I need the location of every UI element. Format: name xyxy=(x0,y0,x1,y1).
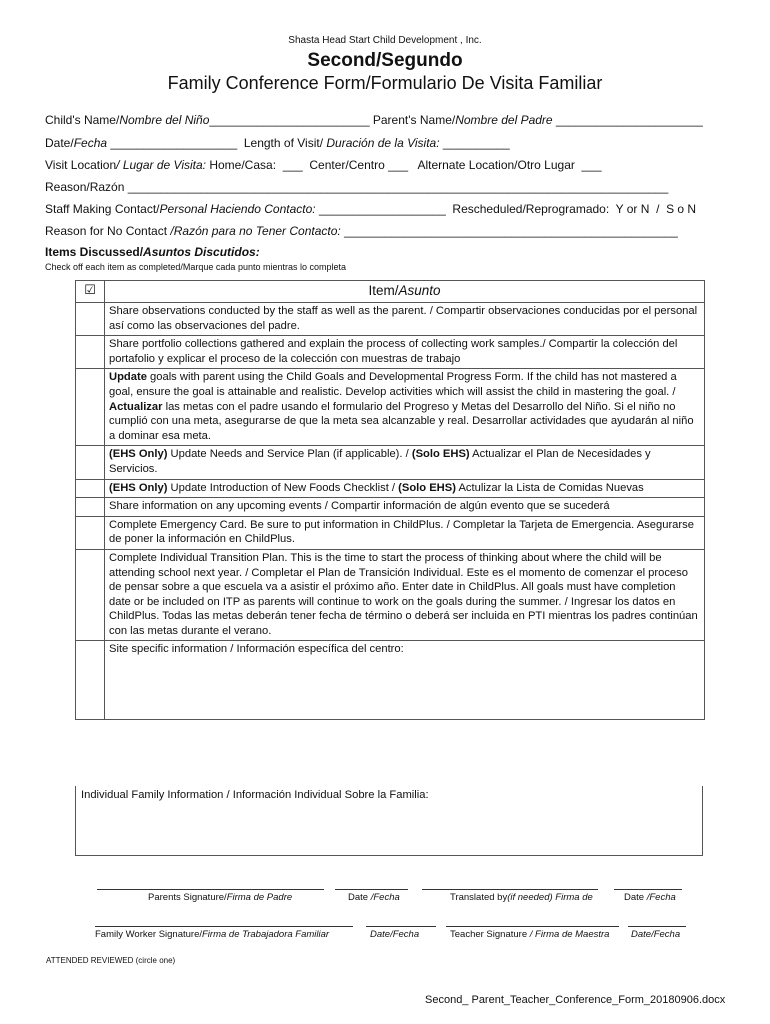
item-column-header: Item/Asunto xyxy=(105,281,705,303)
table-row xyxy=(76,369,705,446)
item-checkbox[interactable] xyxy=(76,641,105,720)
translator-signature-line[interactable] xyxy=(422,889,598,890)
teacher-date-line[interactable] xyxy=(628,926,686,927)
teacher-date-label: Date/Fecha xyxy=(631,929,681,940)
table-row xyxy=(76,336,705,369)
date-label: Date/ xyxy=(45,136,74,150)
item-text: Share information on any upcoming events / Compartir información de algún evento que se sucederá xyxy=(105,498,705,517)
length-label: Length of Visit/ xyxy=(237,136,324,150)
child-parent-name-line xyxy=(45,113,703,127)
item-checkbox[interactable] xyxy=(76,369,105,446)
parent-date-label: Date /Fecha xyxy=(348,892,400,903)
no-contact-label: Reason for No Contact xyxy=(45,224,171,238)
table-row xyxy=(76,446,705,479)
org-name: Shasta Head Start Child Development , Inc. xyxy=(288,35,482,46)
form-title: Second/Segundo xyxy=(307,50,463,71)
child-name-label-es: Nombre del Niño xyxy=(119,113,210,127)
staff-label-es: Personal Haciendo Contacto: xyxy=(159,202,316,216)
item-checkbox[interactable] xyxy=(76,498,105,517)
item-checkbox[interactable] xyxy=(76,446,105,479)
item-text: Update goals with parent using the Child Goals and Developmental Progress Form. If the child has not mastered a goal, ensure the goal is attainable and realistic. Develop activities which will assist the child in mastering the goal. / Actualizar las metas con el padre usando el formulario del Progreso y Metas del Desarrollo del Niño. Si el niño no cumplió con una meta, asegurarse de que la meta sea alcanzable y real. Desarrollar actividades que ayudarán al niño a dominar esa meta. xyxy=(105,369,705,446)
length-blank[interactable]: __________ xyxy=(439,136,510,150)
parent-signature-line[interactable] xyxy=(97,889,324,890)
staff-label: Staff Making Contact/ xyxy=(45,202,160,216)
staff-contact-line xyxy=(45,202,696,216)
item-text[interactable]: Site specific information / Información específica del centro: xyxy=(105,641,705,720)
form-subtitle: Family Conference Form/Formulario De Visita Familiar xyxy=(167,73,603,93)
item-checkbox[interactable] xyxy=(76,549,105,641)
family-info-box[interactable] xyxy=(75,786,703,856)
family-worker-date-label: Date/Fecha xyxy=(370,929,420,940)
item-text: Share portfolio collections gathered and explain the process of collecting work samples./ Compartir la colección del portafolio y explicar el proceso de la colección con muestras de trabajo xyxy=(105,336,705,369)
footer-filename: Second_ Parent_Teacher_Conference_Form_20180906.docx xyxy=(425,994,726,1006)
no-contact-label-es: /Razón para no Tener Contacto: xyxy=(170,224,341,238)
translator-date-label: Date /Fecha xyxy=(624,892,676,903)
family-worker-signature-label: Family Worker Signature/Firma de Trabajadora Familiar xyxy=(95,929,330,940)
item-checkbox[interactable] xyxy=(76,336,105,369)
item-text: Share observations conducted by the staff as well as the parent. / Compartir observaciones conducidas por el personal así como las observaciones del padre. xyxy=(105,303,705,336)
attended-reviewed-option[interactable]: ATTENDED REVIEWED (circle one) xyxy=(46,956,176,965)
table-row xyxy=(76,516,705,549)
location-label: Visit Location xyxy=(45,158,117,172)
item-text: Complete Individual Transition Plan. This is the time to start the process of thinking about where the child will be attending school next year. / Completar el Plan de Transición Individual. Este es el momento de comenzar el proceso de pensar sobre a que escuela va a asistir el próximo año. Enter date in ChildPlus. All goals must have completion date or be included on ITP as parents will continue to work on the goals during the summer. / Ingresar los datos en ChildPlus. Todas las metas deberán tener fecha de término o deberá ser incluida en PTI mientras los padres continúan con las metas durante el verano. xyxy=(105,549,705,641)
check-column-header-icon: ☑ xyxy=(76,281,105,303)
location-options[interactable]: Home/Casa: ___ Center/Centro ___ Alternate Location/Otro Lugar ___ xyxy=(206,158,602,172)
no-contact-line xyxy=(45,224,678,238)
item-text: (EHS Only) Update Needs and Service Plan (if applicable). / (Solo EHS) Actualizar el Plan de Necesidades y Servicios. xyxy=(105,446,705,479)
table-row xyxy=(76,498,705,517)
date-blank[interactable]: ___________________ xyxy=(107,136,238,150)
location-label-es: / Lugar de Visita: xyxy=(116,158,206,172)
items-instruction: Check off each item as completed/Marque cada punto mientras lo completa xyxy=(45,262,346,272)
items-table xyxy=(75,280,705,720)
table-row xyxy=(76,641,705,720)
reason-line[interactable]: Reason/Razón _________________________________________________________________________________ xyxy=(45,180,669,194)
parent-name-label-es: Nombre del Padre xyxy=(455,113,553,127)
family-worker-signature-line[interactable] xyxy=(95,926,353,927)
translator-signature-label: Translated by(if needed) Firma de xyxy=(450,892,593,903)
no-contact-blank[interactable]: __________________________________________________ xyxy=(340,224,678,238)
item-text: (EHS Only) Update Introduction of New Foods Checklist / (Solo EHS) Actulizar la Lista de Comidas Nuevas xyxy=(105,479,705,498)
child-name-blank[interactable]: ________________________ xyxy=(209,113,370,127)
parent-name-label: Parent's Name/ xyxy=(369,113,456,127)
date-length-line xyxy=(45,136,510,150)
child-name-label: Child's Name/ xyxy=(45,113,120,127)
family-info-label: Individual Family Information / Información Individual Sobre la Familia: xyxy=(81,789,429,801)
staff-rescheduled-blank[interactable]: ___________________ Rescheduled/Reprogramado: Y or N / S o N xyxy=(315,202,697,216)
item-checkbox[interactable] xyxy=(76,479,105,498)
parent-signature-label: Parents Signature/Firma de Padre xyxy=(148,892,293,903)
items-discussed-heading: Items Discussed/Asuntos Discutidos: xyxy=(45,245,260,259)
item-checkbox[interactable] xyxy=(76,303,105,336)
visit-location-line xyxy=(45,158,602,172)
table-row xyxy=(76,303,705,336)
translator-date-line[interactable] xyxy=(614,889,682,890)
parent-date-line[interactable] xyxy=(335,889,408,890)
table-row xyxy=(76,549,705,641)
date-label-es: Fecha xyxy=(73,136,108,150)
item-text: Complete Emergency Card. Be sure to put information in ChildPlus. / Completar la Tarjeta de Emergencia. Asegurarse de poner la información en ChildPlus. xyxy=(105,516,705,549)
items-header-row xyxy=(76,281,705,303)
length-label-es: Duración de la Visita: xyxy=(323,136,440,150)
item-checkbox[interactable] xyxy=(76,516,105,549)
teacher-signature-line[interactable] xyxy=(446,926,619,927)
table-row xyxy=(76,479,705,498)
parent-name-blank[interactable]: ______________________ xyxy=(552,113,703,127)
teacher-signature-label: Teacher Signature / Firma de Maestra xyxy=(450,929,610,940)
family-worker-date-line[interactable] xyxy=(366,926,436,927)
